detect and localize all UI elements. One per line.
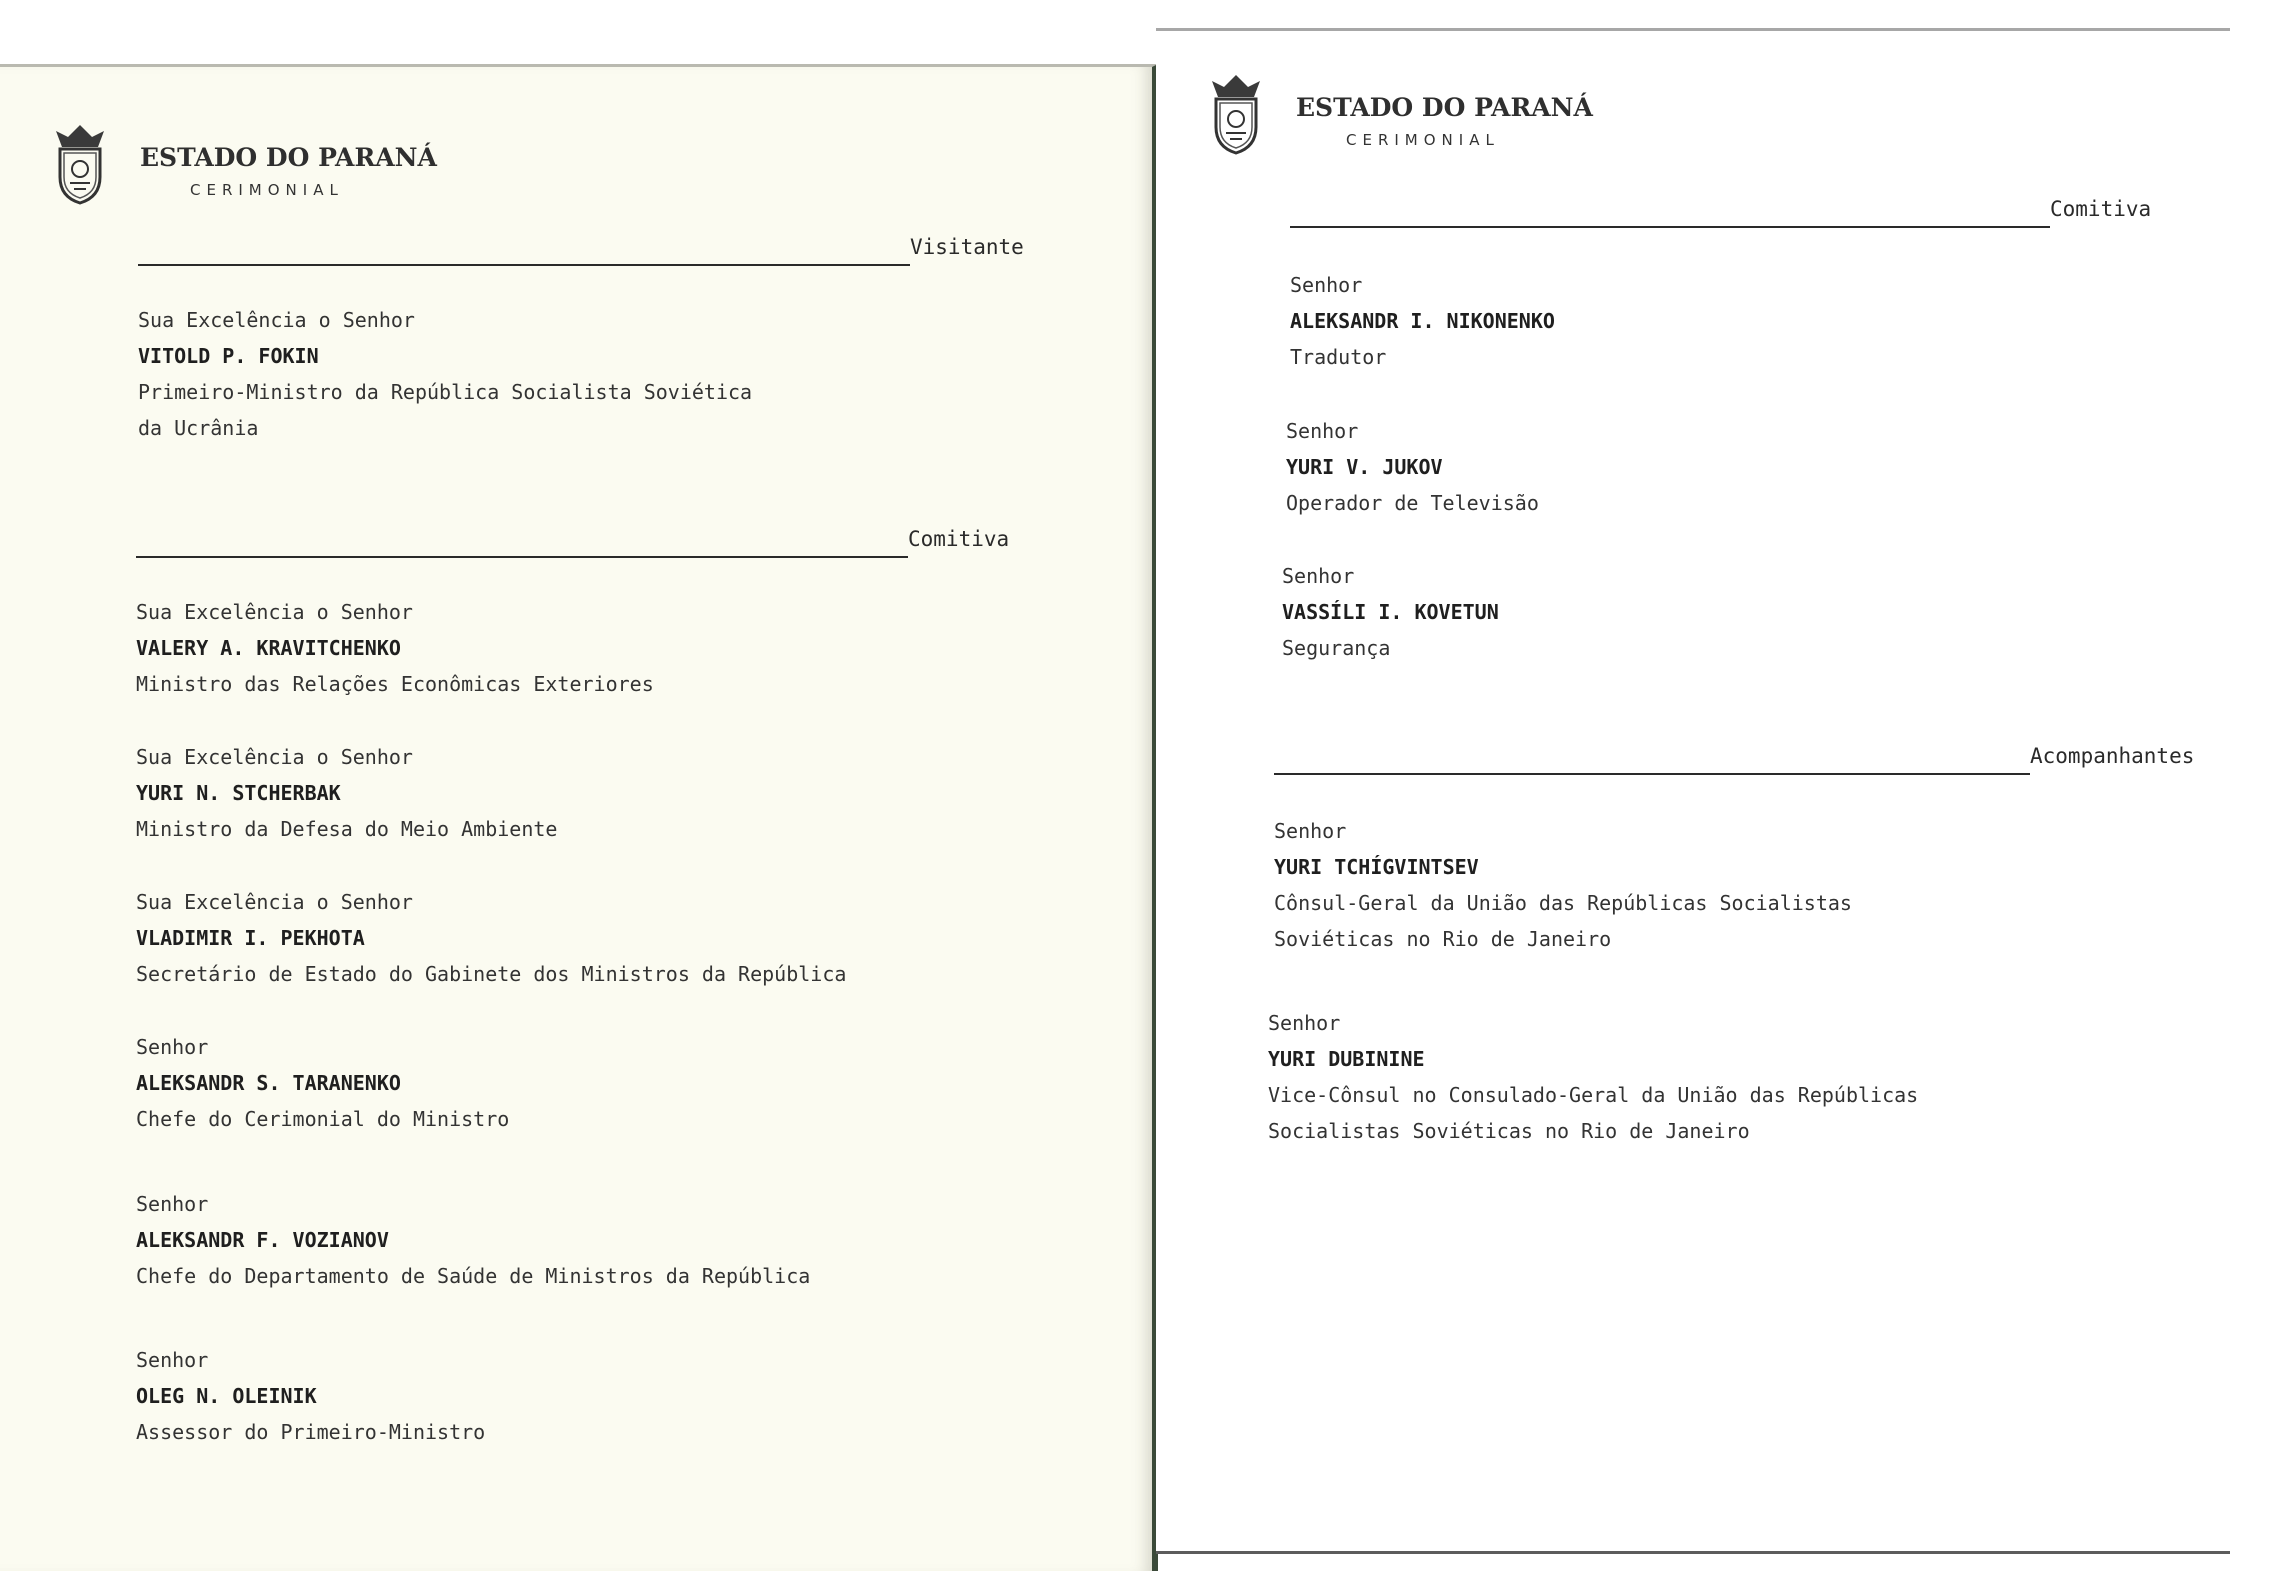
person-title: Segurança bbox=[1282, 636, 1391, 660]
salutation: Senhor bbox=[136, 1192, 209, 1216]
entry-delegate bbox=[136, 1342, 485, 1450]
salutation: Senhor bbox=[136, 1035, 209, 1059]
section-label-visitante: Visitante bbox=[910, 235, 1024, 259]
right-page bbox=[1156, 28, 2230, 1554]
salutation: Senhor bbox=[1274, 819, 1347, 843]
person-title: Secretário de Estado do Gabinete dos Ministros da República bbox=[136, 962, 847, 986]
letterhead-state: ESTADO DO PARANÁ bbox=[1296, 93, 1593, 122]
salutation: Senhor bbox=[1268, 1011, 1341, 1035]
person-title: Assessor do Primeiro-Ministro bbox=[136, 1420, 486, 1444]
entry-delegate bbox=[1290, 267, 1555, 375]
entry-visitor bbox=[138, 302, 752, 446]
person-title: Soviéticas no Rio de Janeiro bbox=[1274, 927, 1612, 951]
person-name: VLADIMIR I. PEKHOTA bbox=[136, 926, 365, 950]
entry-delegate bbox=[136, 1186, 810, 1294]
person-name: YURI N. STCHERBAK bbox=[136, 781, 341, 805]
person-title: Ministro da Defesa do Meio Ambiente bbox=[136, 817, 558, 841]
person-name: YURI V. JUKOV bbox=[1286, 455, 1443, 479]
person-title: Ministro das Relações Econômicas Exteriores bbox=[136, 672, 654, 696]
person-name: YURI DUBININE bbox=[1268, 1047, 1425, 1071]
person-title: Tradutor bbox=[1290, 345, 1387, 369]
section-rule bbox=[138, 264, 910, 266]
salutation: Sua Excelência o Senhor bbox=[136, 890, 413, 914]
person-title: Primeiro-Ministro da República Socialista Soviética bbox=[138, 380, 753, 404]
person-title: Cônsul-Geral da União das Repúblicas Socialistas bbox=[1274, 891, 1852, 915]
salutation: Sua Excelência o Senhor bbox=[136, 745, 413, 769]
person-title: Vice-Cônsul no Consulado-Geral da União das Repúblicas bbox=[1268, 1083, 1919, 1107]
salutation: Senhor bbox=[1290, 273, 1363, 297]
entry-delegate bbox=[1286, 413, 1539, 521]
entry-delegate bbox=[136, 884, 846, 992]
entry-delegate bbox=[136, 594, 654, 702]
salutation: Senhor bbox=[1286, 419, 1359, 443]
salutation: Sua Excelência o Senhor bbox=[136, 600, 413, 624]
entry-delegate bbox=[136, 1029, 509, 1137]
section-label-comitiva: Comitiva bbox=[2050, 197, 2152, 221]
section-label-comitiva: Comitiva bbox=[908, 527, 1010, 551]
letterhead-state: ESTADO DO PARANÁ bbox=[140, 143, 437, 172]
person-title: Socialistas Soviéticas no Rio de Janeiro bbox=[1268, 1119, 1750, 1143]
salutation: Senhor bbox=[1282, 564, 1355, 588]
section-rule bbox=[136, 556, 908, 558]
person-name: VALERY A. KRAVITCHENKO bbox=[136, 636, 401, 660]
person-name: ALEKSANDR S. TARANENKO bbox=[136, 1071, 401, 1095]
salutation: Senhor bbox=[136, 1348, 209, 1372]
person-name: VASSÍLI I. KOVETUN bbox=[1282, 600, 1499, 624]
person-title: Chefe do Departamento de Saúde de Ministros da República bbox=[136, 1264, 811, 1288]
person-title: da Ucrânia bbox=[138, 416, 259, 440]
salutation: Sua Excelência o Senhor bbox=[138, 308, 415, 332]
person-name: ALEKSANDR I. NIKONENKO bbox=[1290, 309, 1555, 333]
coat-of-arms-icon bbox=[50, 121, 110, 205]
letterhead-department: CERIMONIAL bbox=[190, 181, 344, 199]
person-title: Chefe do Cerimonial do Ministro bbox=[136, 1107, 510, 1131]
entry-delegate bbox=[136, 739, 557, 847]
section-rule bbox=[1290, 226, 2050, 228]
section-label-acompanhantes: Acompanhantes bbox=[2030, 744, 2195, 768]
left-page bbox=[0, 64, 1158, 1571]
letterhead bbox=[1206, 71, 1626, 161]
section-rule bbox=[1274, 773, 2030, 775]
entry-companion bbox=[1268, 1005, 1918, 1149]
coat-of-arms-icon bbox=[1206, 71, 1266, 155]
letterhead-department: CERIMONIAL bbox=[1346, 131, 1500, 149]
letterhead bbox=[50, 121, 470, 211]
person-name: VITOLD P. FOKIN bbox=[138, 344, 319, 368]
person-title: Operador de Televisão bbox=[1286, 491, 1539, 515]
person-name: OLEG N. OLEINIK bbox=[136, 1384, 317, 1408]
entry-companion bbox=[1274, 813, 1852, 957]
person-name: ALEKSANDR F. VOZIANOV bbox=[136, 1228, 389, 1252]
entry-delegate bbox=[1282, 558, 1499, 666]
person-name: YURI TCHÍGVINTSEV bbox=[1274, 855, 1479, 879]
